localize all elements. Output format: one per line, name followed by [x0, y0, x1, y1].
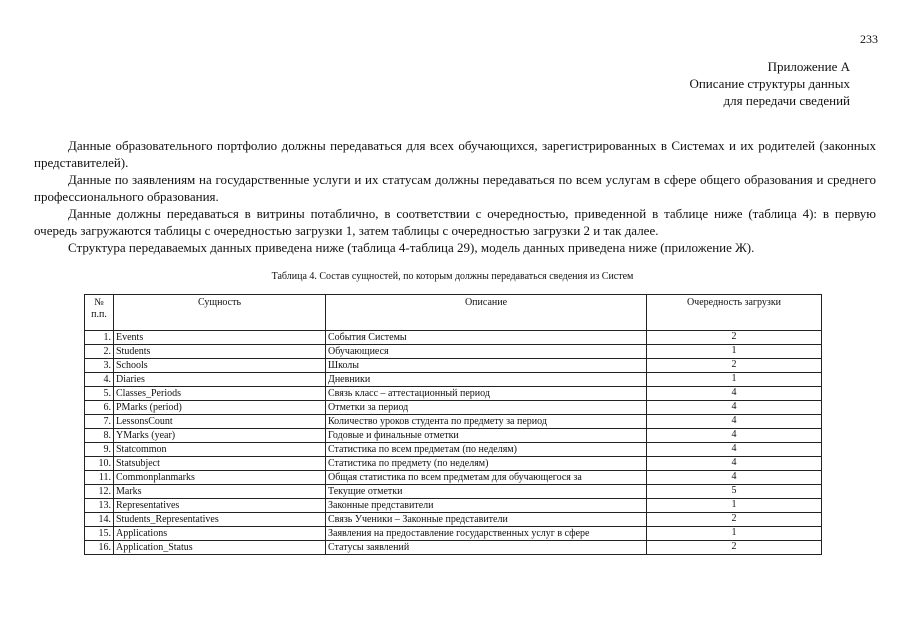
table-header-row	[85, 295, 822, 331]
table-row	[85, 527, 822, 541]
cell-description: Общая статистика по всем предметам для обучающегося за	[326, 471, 647, 485]
cell-description: События Системы	[326, 331, 647, 345]
cell-order: 4	[647, 415, 822, 429]
cell-entity: Applications	[114, 527, 326, 541]
cell-description: Статусы заявлений	[326, 541, 647, 555]
header-num: № п.п.	[85, 295, 114, 331]
cell-order: 4	[647, 387, 822, 401]
cell-description: Связь Ученики – Законные представители	[326, 513, 647, 527]
cell-entity: Events	[114, 331, 326, 345]
header-order: Очередность загрузки	[647, 295, 822, 331]
appendix-title: Приложение А	[767, 59, 850, 74]
cell-num: 15.	[85, 527, 114, 541]
paragraph-load-order: Данные должны передаваться в витрины потаблично, в соответствии с очередностью, приведенной в таблице ниже (таблица 4): в первую очередь загружаются таблицы с очередностью загрузки 1, затем таблицы с очередностью загрузки 2 и так далее.	[34, 206, 876, 238]
cell-entity: Application_Status	[114, 541, 326, 555]
cell-entity: Commonplanmarks	[114, 471, 326, 485]
cell-entity: Diaries	[114, 373, 326, 387]
cell-order: 1	[647, 345, 822, 359]
cell-description: Статистика по предмету (по неделям)	[326, 457, 647, 471]
cell-entity: YMarks (year)	[114, 429, 326, 443]
paragraph-portfolio: Данные образовательного портфолио должны передаваться для всех обучающихся, зарегистрированных в Системах и их родителей (законных представителей).	[34, 138, 876, 170]
table-row	[85, 471, 822, 485]
cell-order: 1	[647, 499, 822, 513]
header-entity: Сущность	[114, 295, 326, 331]
cell-num: 6.	[85, 401, 114, 415]
table-row	[85, 401, 822, 415]
cell-order: 4	[647, 457, 822, 471]
cell-entity: PMarks (period)	[114, 401, 326, 415]
cell-order: 2	[647, 331, 822, 345]
cell-num: 9.	[85, 443, 114, 457]
cell-order: 4	[647, 471, 822, 485]
cell-num: 11.	[85, 471, 114, 485]
paragraph-applications: Данные по заявлениям на государственные услуги и их статусам должны передаваться по всем услугам в сфере общего образования и среднего профессионального образования.	[34, 172, 876, 204]
appendix-subtitle-line2: для передачи сведений	[723, 93, 850, 108]
cell-entity: Marks	[114, 485, 326, 499]
table-row	[85, 541, 822, 555]
cell-description: Заявления на предоставление государственных услуг в сфере	[326, 527, 647, 541]
cell-num: 12.	[85, 485, 114, 499]
table-row	[85, 429, 822, 443]
cell-order: 2	[647, 359, 822, 373]
cell-num: 13.	[85, 499, 114, 513]
entities-table	[84, 294, 822, 555]
table-row	[85, 331, 822, 345]
page-number: 233	[860, 32, 878, 46]
cell-entity: Statsubject	[114, 457, 326, 471]
cell-entity: Schools	[114, 359, 326, 373]
body-text	[34, 137, 876, 256]
cell-entity: Students_Representatives	[114, 513, 326, 527]
cell-num: 8.	[85, 429, 114, 443]
table-row	[85, 359, 822, 373]
appendix-heading	[689, 58, 850, 109]
cell-num: 1.	[85, 331, 114, 345]
cell-num: 3.	[85, 359, 114, 373]
paragraph-structure: Структура передаваемых данных приведена ниже (таблица 4-таблица 29), модель данных приведена ниже (приложение Ж).	[68, 240, 755, 255]
cell-description: Отметки за период	[326, 401, 647, 415]
cell-entity: Classes_Periods	[114, 387, 326, 401]
table-row	[85, 443, 822, 457]
cell-entity: Students	[114, 345, 326, 359]
table-caption: Таблица 4. Состав сущностей, по которым должны передаваться сведения из Систем	[271, 271, 634, 282]
cell-order: 1	[647, 373, 822, 387]
cell-description: Дневники	[326, 373, 647, 387]
header-description: Описание	[326, 295, 647, 331]
cell-order: 2	[647, 513, 822, 527]
cell-order: 2	[647, 541, 822, 555]
cell-description: Законные представители	[326, 499, 647, 513]
cell-description: Связь класс – аттестационный период	[326, 387, 647, 401]
cell-num: 14.	[85, 513, 114, 527]
table-row	[85, 513, 822, 527]
cell-entity: Representatives	[114, 499, 326, 513]
table-row	[85, 457, 822, 471]
appendix-subtitle-line1: Описание структуры данных	[689, 76, 850, 91]
cell-num: 4.	[85, 373, 114, 387]
table-row	[85, 499, 822, 513]
cell-order: 4	[647, 443, 822, 457]
cell-description: Годовые и финальные отметки	[326, 429, 647, 443]
table-body	[85, 331, 822, 555]
cell-entity: LessonsCount	[114, 415, 326, 429]
cell-entity: Statcommon	[114, 443, 326, 457]
table-row	[85, 345, 822, 359]
table-row	[85, 485, 822, 499]
cell-description: Статистика по всем предметам (по неделям)	[326, 443, 647, 457]
cell-num: 7.	[85, 415, 114, 429]
cell-num: 16.	[85, 541, 114, 555]
cell-description: Школы	[326, 359, 647, 373]
cell-num: 5.	[85, 387, 114, 401]
table-row	[85, 373, 822, 387]
cell-order: 4	[647, 401, 822, 415]
table-row	[85, 415, 822, 429]
cell-num: 2.	[85, 345, 114, 359]
cell-order: 5	[647, 485, 822, 499]
cell-order: 4	[647, 429, 822, 443]
table-row	[85, 387, 822, 401]
cell-num: 10.	[85, 457, 114, 471]
cell-description: Текущие отметки	[326, 485, 647, 499]
cell-description: Обучающиеся	[326, 345, 647, 359]
cell-description: Количество уроков студента по предмету за период	[326, 415, 647, 429]
cell-order: 1	[647, 527, 822, 541]
